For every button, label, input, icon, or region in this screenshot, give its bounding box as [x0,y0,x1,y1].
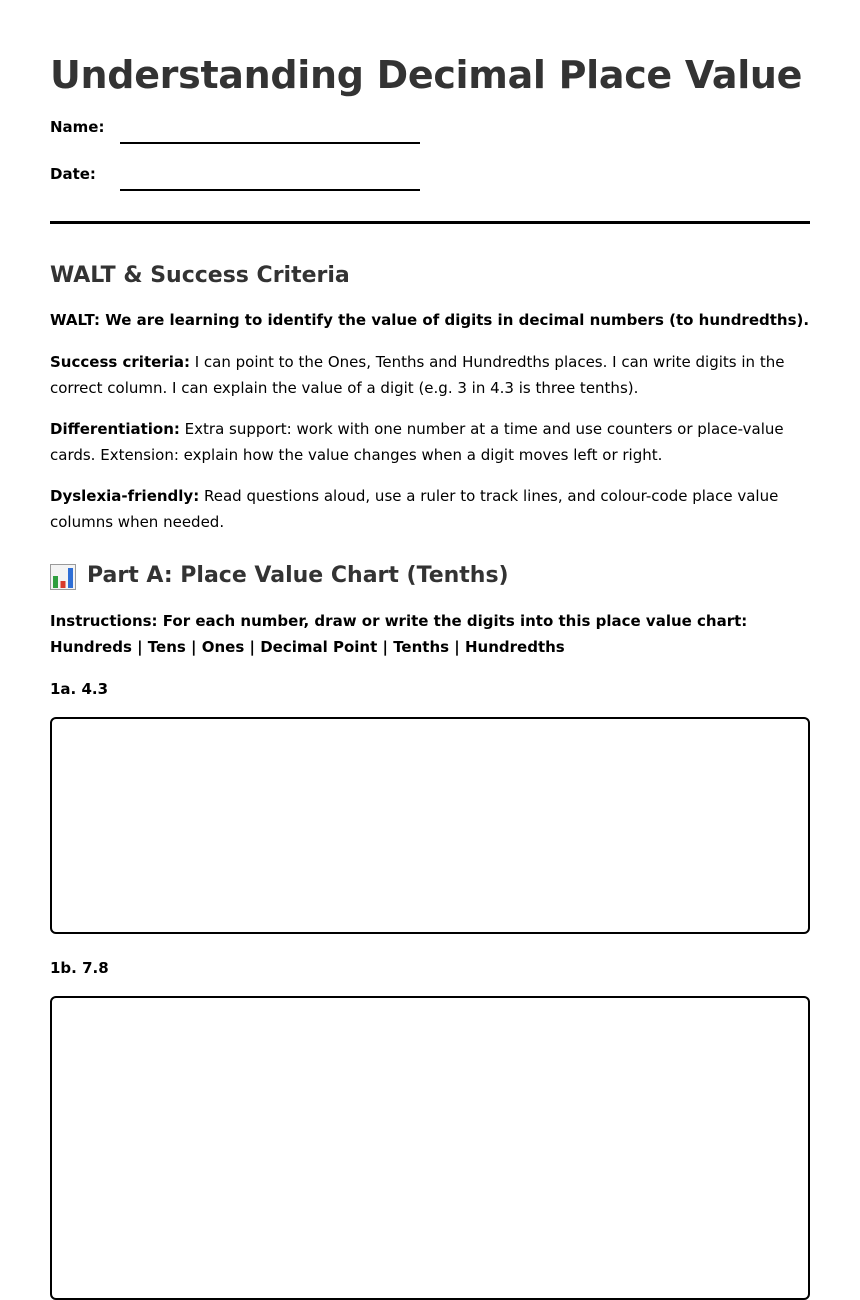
walt-heading: WALT & Success Criteria [50,263,350,288]
question-1b-answer-box[interactable] [50,996,810,1300]
date-field[interactable] [120,189,420,191]
name-field[interactable] [120,142,420,144]
name-label: Name: [50,118,105,136]
question-1a-label: 1a. 4.3 [50,680,109,698]
page-title: Understanding Decimal Place Value [50,53,803,97]
differentiation-text: Extra support: work with one number at a time and use counters or place-value cards. Extension: explain how the value changes when a digit moves left or right. [50,420,784,464]
differentiation-label: Differentiation: [50,420,180,438]
icon-bar-red [61,581,66,588]
part-a-instructions: Instructions: For each number, draw or write the digits into this place value chart: Hundreds | Tens | Ones | Decimal Point | Tenths | Hundredths [50,612,748,656]
bar-chart-icon-graphic [50,564,76,590]
question-1a-answer-box[interactable] [50,717,810,934]
date-label: Date: [50,165,96,183]
name-field-row [50,118,810,138]
section-divider [50,221,810,224]
bar-chart-icon [50,564,76,590]
dyslexia-friendly-label: Dyslexia-friendly: [50,487,200,505]
differentiation [50,416,810,468]
date-field-row [50,165,810,185]
part-a-heading-text: Part A: Place Value Chart (Tenths) [87,563,509,588]
dyslexia-friendly-text: Read questions aloud, use a ruler to track lines, and colour-code place value columns when needed. [50,487,779,531]
success-criteria-label: Success criteria: [50,353,190,371]
success-criteria [50,349,810,401]
success-criteria-text: I can point to the Ones, Tenths and Hundredths places. I can write digits in the correct column. I can explain the value of a digit (e.g. 3 in 4.3 is three tenths). [50,353,785,397]
part-a-heading [50,562,810,590]
walt-statement: WALT: We are learning to identify the value of digits in decimal numbers (to hundredths). [50,311,810,329]
question-1b-label: 1b. 7.8 [50,959,109,977]
dyslexia-friendly [50,483,810,535]
icon-bar-green [53,576,58,588]
icon-bar-blue [68,568,73,588]
